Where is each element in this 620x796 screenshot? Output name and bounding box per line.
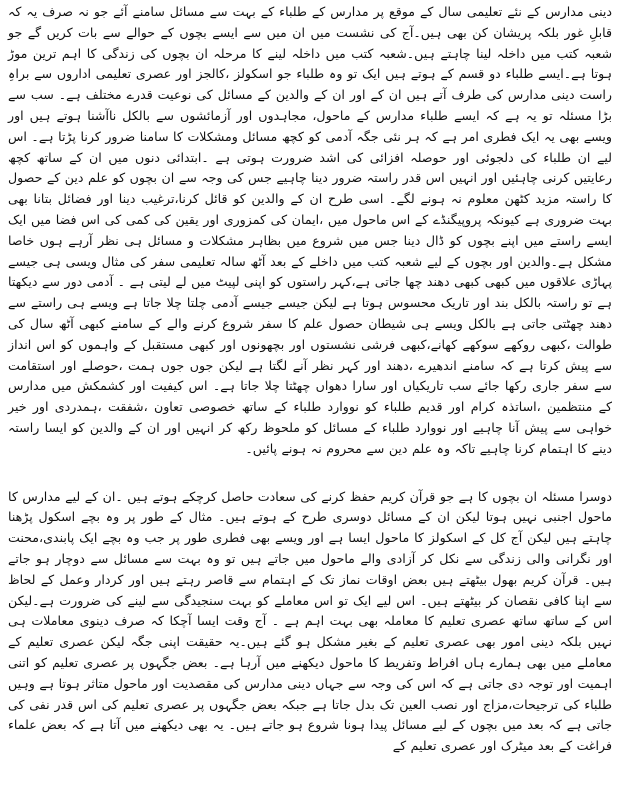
- paragraph-gap: [8, 460, 612, 487]
- paragraph-second-problem: دوسرا مسئلہ ان بچوں کا ہے جو قرآن کریم حفظ کرنے کی سعادت حاصل کرچکے ہوتے ہیں ۔ان کے لیے مدارس کا ماحول اجنبی نہیں ہوتا لیکن ان کے مسائل دوسری طرح کے ہوتے ہیں۔ مثال کے طور پر وہ بچے اسکول پڑھنا چاہتے ہیں لیکن آج کل کے اسکولز کا ماحول ایسا ہے اور ویسے بھی فطری طور پر جب وہ بچے ایک پابندی،محنت اور نگرانی والی زندگی سے نکل کر آزادی والے ماحول میں جاتے ہیں تو وہ بہت سے مسائل سے دوچار ہو جاتے ہیں۔ قرآن کریم بھول بیٹھتے ہیں بعض اوقات نماز تک کے اہتمام سے قاصر رہتے ہیں اور کردار وعمل کے لحاظ سے اپنا کافی نقصان کر بیٹھتے ہیں۔ اس لیے ایک تو اس معاملے کو بہت سنجیدگی سے لینے کی ضرورت ہے۔لیکن اس کے ساتھ ساتھ عصری تعلیم کا معاملہ بھی بہت اہم ہے ۔ آج وقت ایسا آچکا کہ صرف دینوی معاملات ہی نہیں بلکہ دینی امور بھی عصری تعلیم کے بغیر مشکل ہو گئے ہیں۔یہ حقیقت اپنی جگہ لیکن عصری تعلیم کے معاملے میں بھی ہمارے ہاں افراط وتفریط کا ماحول دیکھنے میں آرہا ہے۔ بعض جگہوں پر عصری تعلیم کو اتنی اہمیت اور توجہ دی جاتی ہے کہ اس کی وجہ سے جہاں دینی مدارس کی مقصدیت اور ماحول متاثر ہوتا ہے وہیں طلباء کی ترجیحات،مزاج اور نصب العین تک بدل جاتا ہے جبکہ بعض جگہوں پر عصری تعلیم کی اس قدر نفی کی جاتی ہے کہ بعد میں بچوں کے لیے مسائل پیدا ہونا شروع ہو جاتے ہیں۔ یہ بھی دیکھنے میں آتا ہے کہ بعض علماء فراغت کے بعد میٹرک اور عصری تعلیم کے: [8, 488, 612, 754]
- paragraph-first-problem: دینی مدارس کے نئے تعلیمی سال کے موقع پر مدارس کے طلباء کے بہت سے مسائل سامنے آئے جو نہ صرف یہ کہ قابلِ غور بلکہ پریشان کن بھی ہیں۔آج کی نشست میں ان میں سے ایسے بچوں کے حوالے سے بات کریں گے جو شعبہ کتب میں داخلہ لینا چاہتے ہیں۔شعبہ کتب میں داخلہ لینے کا مرحلہ ان بچوں کی زندگی کا اہم ترین موڑ ہوتا ہے۔ایسے طلباء دو قسم کے ہوتے ہیں ایک تو وہ طلباء جو اسکولز ،کالجز اور عصری تعلیمی اداروں سے براہِ راست دینی مدارس کی طرف آتے ہیں ان کے اور ان کے والدین کے مسائل کی نوعیت قدرے مختلف ہے۔ سب سے بڑا مسئلہ تو یہ ہے کہ ایسے طلباء مدارس کے ماحول، مجاہدوں اور آزمائشوں سے بالکل ناآشنا ہوتے ہیں اور ویسے بھی یہ ایک فطری امر ہے کہ ہر نئی جگہ آدمی کو کچھ مسائل ومشکلات کا سامنا ضرور کرنا پڑتا ہے۔ اس لیے ان طلباء کی دلجوئی اور حوصلہ افزائی کی اشد ضرورت ہوتی ہے ۔ابتدائی دنوں میں ان کے ساتھ کچھ رعایتیں کرنی چاہئیں اور انہیں اس قدر راستہ ضرور دینا چاہیے جس کی وجہ سے ان بچوں کو علم دین کے حصول کا راستہ مزید کٹھن معلوم نہ ہونے لگے۔ اسی طرح ان کے والدین کو قائل کرنا،ترغیب دینا اور فضائل بتانا بھی بہت ضروری ہے کیونکہ پروپیگنڈے کے اس ماحول میں ،ایمان کی کمزوری اور یقین کی کمی کی اس فضا میں ایک ایسے راستے میں اپنے بچوں کو ڈال دینا جس میں شروع میں بظاہر مشکلات و مسائل ہی نظر آرہے ہوں خاصا مشکل ہے۔والدین اور بچوں کے لیے شعبہ کتب میں داخلے کے بعد آٹھ سالہ تعلیمی سفر کی مثال ویسی ہی جیسے پہاڑی علاقوں میں کبھی کبھی دھند چھا جاتی ہے،کہر راستوں کو اپنی لپیٹ میں لے لیتی ہے ۔ آدمی دور سے دیکھتا ہے تو راستہ بالکل بند اور تاریک محسوس ہوتا ہے لیکن جیسے جیسے آدمی چلتا چلا جاتا ہے ویسے ہی راستے سے دھند چھٹتی جاتی ہے بالکل ویسے ہی شیطان حصول علم کا سفر شروع کرنے والے کے سامنے کبھی آٹھ سال کی طوالت ،کبھی روکھے سوکھے کھانے،کبھی فرشی نشستوں اور بچھونوں اور کبھی مستقبل کے واہموں کو اس انداز سے پیش کرتا ہے کہ سامنے اندھیرے ،دھند اور کہر نظر آنے لگتا ہے لیکن جوں جوں ہمت ،حوصلے اور استقامت سے سفر جاری رکھا جائے سب تاریکیاں اور سارا دھواں چھٹتا چلا جاتا ہے۔ اس کیفیت اور کشمکش میں مدارس کے منتظمین ،اساتذہ کرام اور قدیم طلباء کو نووارد طلباء کے ساتھ خصوصی تعاون ،شفقت ،ہمدردی اور خیر خواہی سے پیش آنا چاہیے اور نووارد طلباء کے مسائل کو ملحوظ رکھ کر انہیں اور ان کے والدین کو ایسا راستہ دینے کا اہتمام کرنا چاہیے تاکہ وہ علم دین سے محروم نہ ہونے پائیں۔: [8, 4, 612, 456]
